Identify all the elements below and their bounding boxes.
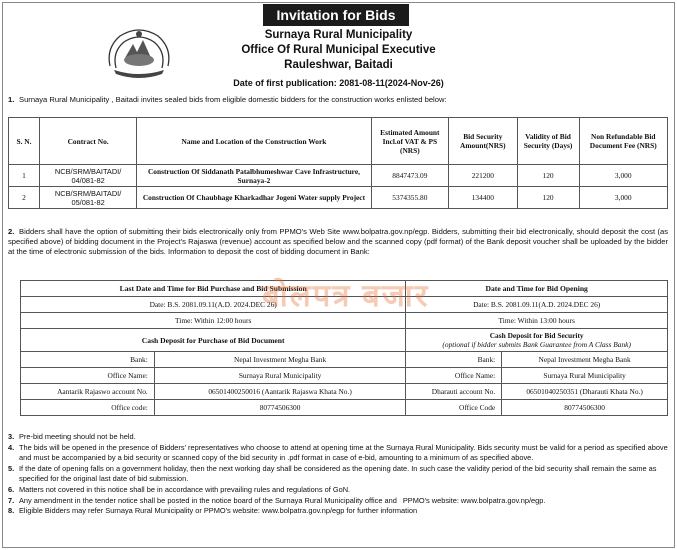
office-code-label: Office code: xyxy=(21,400,155,416)
bidding-text: Bidders shall have the option of submitting their bids electronically only from PPMO's Web Site www.bolpatra.gov.np/egp. Bidders, submitting their bid electronically, should deposit the cost (as specified above) of bidding document in the Project's Rajaswa (revenue) account as specified below and the scanned copy (pdf format) of the Bank deposit voucher shall be uploaded by the bidder at the time of electronic submission of the bids. Information to deposit the cost of bidding document in Bank: xyxy=(8,227,668,257)
col-name: Name and Location of the Construction Work xyxy=(137,118,371,165)
office-name-label: Office Name: xyxy=(406,368,502,384)
bank-label: Bank: xyxy=(406,352,502,368)
bank-value: Nepal Investment Megha Bank xyxy=(154,352,406,368)
account-value: 06501400250016 (Aantarik Rajaswa Khata No.) xyxy=(154,384,406,400)
notice-title: Invitation for Bids xyxy=(263,4,409,26)
office-name-value: Surnaya Rural Municipality xyxy=(502,368,668,384)
cell-sn: 1 xyxy=(9,165,40,187)
col-security: Bid Security Amount(NRS) xyxy=(449,118,518,165)
cell-security: 221200 xyxy=(449,165,518,187)
opening-header: Date and Time for Bid Opening xyxy=(406,281,668,297)
cell-validity: 120 xyxy=(517,187,579,209)
note-item: 5. If the date of opening falls on a government holiday, then the next working day shall be considered as the opening date. In such case the validity period of the bid security shall remain the same as specified for the original last date of bid submission. xyxy=(8,463,657,484)
watermark: बोलपत्र बजार xyxy=(262,278,430,313)
note-item: 6. Matters not covered in this notice shall be in accordance with prevailing rules and regulations of GoN. xyxy=(8,484,351,494)
item-number: 2. xyxy=(8,227,15,236)
office-code-value: 80774506300 xyxy=(154,400,406,416)
deposit-row xyxy=(21,352,668,368)
last-date-header: Last Date and Time for Bid Purchase and Bid Submission xyxy=(21,281,406,297)
col-contract: Contract No. xyxy=(39,118,136,165)
org-name: Surnaya Rural Municipality xyxy=(264,29,413,41)
note-item: 4. The bids will be opened in the presence of Bidders' representatives who choose to attend at opening time at the Surnaya Rural Municipality. Bids security must be valid for a period as specified above and must be accompanied by a bid security or scanned copy of the bid security in .pdf format in case of e-bid, amounting to a minimum of as specified above. xyxy=(8,442,668,463)
cell-fee: 3,000 xyxy=(579,187,668,209)
works-table xyxy=(8,117,668,209)
col-amount: Estimated Amount Incl.of VAT & PS (NRS) xyxy=(371,118,448,165)
account-label: Dharauti account No. xyxy=(406,384,502,400)
bidding-paragraph xyxy=(8,227,668,258)
last-time: Time: Within 12:00 hours xyxy=(21,313,406,329)
address: Rauleshwar, Baitadi xyxy=(284,59,393,71)
col-sn: S. N. xyxy=(9,118,40,165)
note-item: 7. Any amendment in the tender notice shall be posted in the notice board of the Surnaya Rural Municipality office and PPMO's website: www.bolpatra.gov.np/egp. xyxy=(8,495,546,505)
office-name-label: Office Name: xyxy=(21,368,155,384)
deposit-row xyxy=(21,400,668,416)
bank-value: Nepal Investment Megha Bank xyxy=(502,352,668,368)
office-code-label: Office Code xyxy=(406,400,502,416)
table-row xyxy=(9,165,668,187)
office-name-value: Surnaya Rural Municipality xyxy=(154,368,406,384)
notes-list xyxy=(8,432,670,517)
account-value: 06501040250351 (Dharauti Khata No.) xyxy=(502,384,668,400)
cash-security-note: (optional if bidder submits Bank Guarantee from A Class Bank) xyxy=(442,340,631,349)
col-validity: Validity of Bid Security (Days) xyxy=(517,118,579,165)
col-fee: Non Refundable Bid Document Fee (NRS) xyxy=(579,118,668,165)
office-code-value: 80774506300 xyxy=(502,400,668,416)
note-item: 8. Eligible Bidders may refer Surnaya Rural Municipality or PPMO's website: www.bolpatra.gov.np/egp for further information xyxy=(8,506,418,516)
intro-paragraph xyxy=(8,95,668,105)
item-number: 1. xyxy=(8,95,15,104)
cash-security-header-cell xyxy=(406,329,668,352)
cell-name: Construction Of Chaubhage Kharkadhar Jogeni Water supply Project xyxy=(137,187,371,209)
cell-sn: 2 xyxy=(9,187,40,209)
cell-name: Construction Of Siddanath Patalbhumeshwar Cave Infrastructure, Surnaya-2 xyxy=(137,165,371,187)
bank-label: Bank: xyxy=(21,352,155,368)
last-date: Date: B.S. 2081.09.11(A.D. 2024.DEC 26) xyxy=(21,297,406,313)
cell-contract: NCB/SRM/BAITADI/ 05/081-82 xyxy=(39,187,136,209)
table-header-row xyxy=(9,118,668,165)
cash-security-header: Cash Deposit for Bid Security xyxy=(489,331,584,340)
cell-amount: 5374355.80 xyxy=(371,187,448,209)
cell-contract: NCB/SRM/BAITADI/ 04/081-82 xyxy=(39,165,136,187)
office-name: Office Of Rural Municipal Executive xyxy=(241,44,436,56)
deposit-row xyxy=(21,384,668,400)
intro-text: Surnaya Rural Municipality , Baitadi invites sealed bids from eligible domestic bidders for the construction works enlisted below: xyxy=(19,95,447,104)
cell-fee: 3,000 xyxy=(579,165,668,187)
account-label: Aantarik Rajaswo account No. xyxy=(21,384,155,400)
cell-security: 134400 xyxy=(449,187,518,209)
deposit-row xyxy=(21,368,668,384)
cell-amount: 8847473.09 xyxy=(371,165,448,187)
opening-date: Date: B.S. 2081.09.11(A.D. 2024.DEC 26) xyxy=(406,297,668,313)
note-item: 3. Pre-bid meeting should not be held. xyxy=(8,432,136,441)
cash-doc-header: Cash Deposit for Purchase of Bid Document xyxy=(21,329,406,352)
table-row xyxy=(9,187,668,209)
cell-validity: 120 xyxy=(517,165,579,187)
publication-date: Date of first publication: 2081-08-11(2024-Nov-26) xyxy=(233,78,444,88)
opening-time: Time: Within 13:00 hours xyxy=(406,313,668,329)
